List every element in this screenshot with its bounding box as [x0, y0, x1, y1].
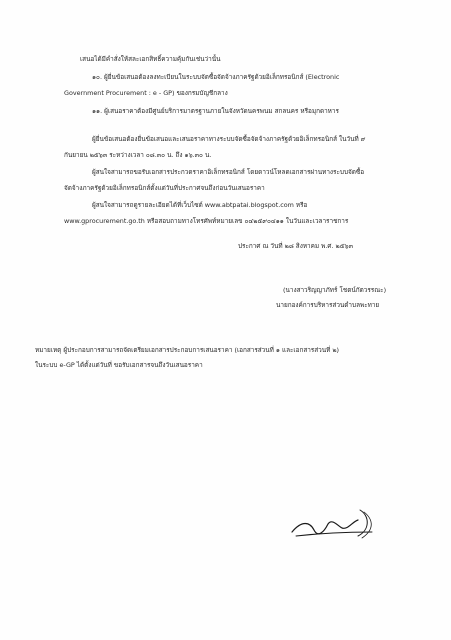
doc-line: ผู้ยื่นข้อเสนอต้องยื่นข้อเสนอและเสนอราคาทางระบบจัดซื้อจัดจ้างภาครัฐด้วยอิเล็กทรอนิกส์ ในวันที่ ๙ [92, 135, 366, 143]
doc-line: Government Procurement : e - GP) ของกรมบัญชีกลาง [64, 89, 228, 97]
doc-note: หมายเหตุ ผู้ประกอบการสามารถจัดเตรียมเอกสารประกอบการเสนอราคา (เอกสารส่วนที่ ๑ และเอกสารส่วนที่ ๒) [35, 346, 340, 354]
doc-line: ผู้สนใจสามารถดูรายละเอียดได้ที่เว็บไซต์ www.abtpatai.blogspot.com หรือ [92, 201, 308, 209]
doc-line: ผู้สนใจสามารถขอรับเอกสารประกวดราคาอิเล็กทรอนิกส์ โดยดาวน์โหลดเอกสารผ่านทางระบบจัดซื้อ [92, 168, 365, 176]
announcement-date: ประกาศ ณ วันที่ ๒๘ สิงหาคม พ.ศ. ๒๕๖๓ [238, 242, 353, 250]
doc-note: ในระบบ e-GP ได้ตั้งแต่วันที่ ขอรับเอกสารจนถึงวันเสนอราคา [35, 361, 203, 369]
doc-line: www.gprocurement.go.th หรือสอบถามทางโทรศัพท์หมายเลข ๐๔๒๕๙๐๔๑๑ ในวันและเวลาราชการ [64, 217, 349, 225]
signer-title: นายกองค์การบริหารส่วนตำบลพะทาย [276, 301, 380, 309]
signature-image [288, 502, 378, 546]
doc-line: ๑๑. ผู้เสนอราคาต้องมีศูนย์บริการมาตรฐานภายในจังหวัดนครพนม สกลนคร หรือมุกดาหาร [92, 107, 339, 115]
doc-line: กันยายน ๒๕๖๓ ระหว่างเวลา ๐๘.๓๐ น. ถึง ๑๖.๓๐ น. [64, 151, 212, 159]
doc-line: เสนอได้มีคำสั่งให้สละเอกสิทธิ์ความคุ้มกันเช่นว่านั้น [80, 55, 221, 63]
doc-line: ๑๐. ผู้ยื่นข้อเสนอต้องลงทะเบียนในระบบจัดซื้อจัดจ้างภาครัฐด้วยอิเล็กทรอนิกส์ (Electronic [92, 73, 340, 81]
doc-line: จัดจ้างภาครัฐด้วยอิเล็กทรอนิกส์ตั้งแต่วันที่ประกาศจนถึงก่อนวันเสนอราคา [64, 184, 265, 192]
signer-name: (นางสาวริญญาภัทร์ โชตน์กัตวรรณะ) [283, 286, 387, 294]
